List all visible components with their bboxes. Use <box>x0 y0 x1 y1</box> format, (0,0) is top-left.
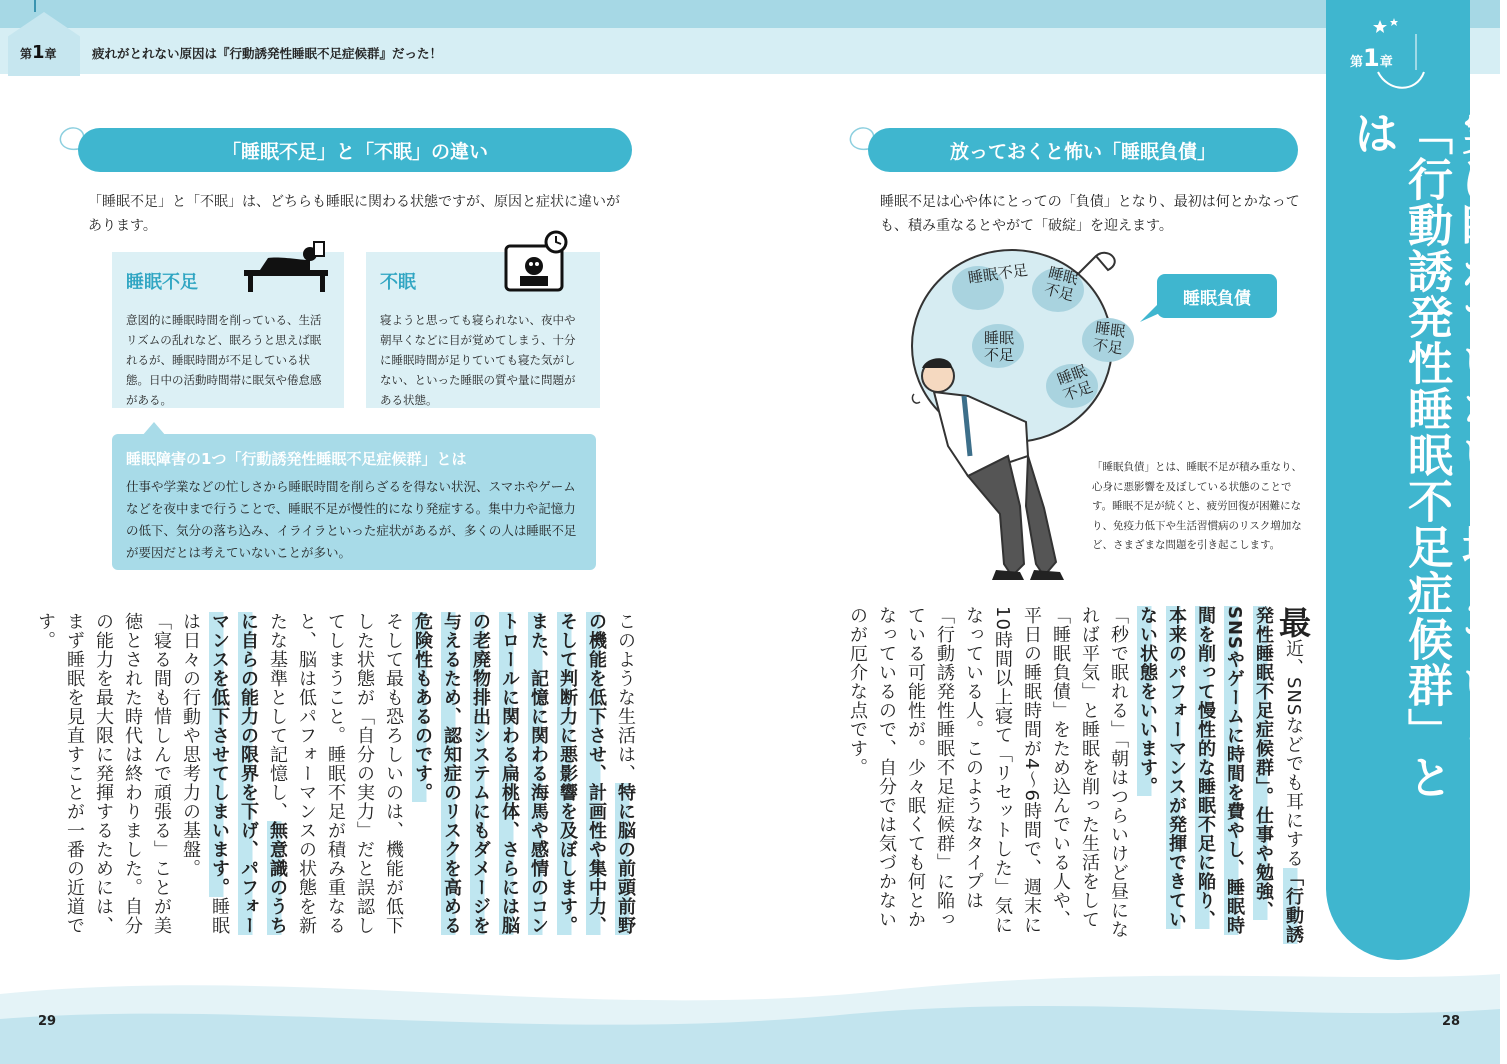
body-text-right: 最近、SNSなどでも耳にする「行動誘発性睡眠不足症候群」。仕事や勉強、SNSやゲームに時間を費やし、睡眠時間を削って慢性的な睡眠不足に陥り、本来のパフォーマンスが発揮できていない状態をいいます。 「秒で眠れる」「朝はつらいけど昼になれば平気」と睡眠を削った生活をして「睡眠負債」をため込んでいる人や、平日の睡眠時間が4〜6時間で、週末に10時間以上寝て「リセットした」気になっている人。このようなタイプは「行動誘発性睡眠不足症候群」に陥っている可能性が。少々眠くても何とかなっているので、自分では気づかないのが厄介な点です。 <box>847 606 1312 945</box>
intro-right: 睡眠不足は心や体にとっての「負債」となり、最初は何とかなっても、積み重なるとやがて「破綻」を迎えます。 <box>880 194 1300 234</box>
body-text-left: このような生活は、特に脳の前頭前野の機能を低下させ、計画性や集中力、そして判断力に悪影響を及ぼします。また、記憶に関わる海馬や感情のコントロールに関わる扁桃体、さらには脳の老廃物排出システムにもダメージを与えるため、認知症のリスクを高める危険性もあるのです。 そして最も恐ろしいのは、機能が低下した状態が「自分の実力」だと誤認してしまうこと。睡眠不足が積み重なると、脳は低パフォーマンスの状態を新たな基準として記憶し、無意識のうちに自らの能力の限界を下げ、パフォーマンスを低下させてしまいます。睡眠は日々の行動や思考力の基盤。 「寝る間も惜しんで頑張る」ことが美徳とされた時代は終わりました。自分の能力を最大限に発揮するためには、まず睡眠を見直すことが一番の近道です。 <box>35 612 636 935</box>
intro-left: 「睡眠不足」と「不眠」は、どちらも睡眠に関わる状態ですが、原因と症状に違いがあります。 <box>88 194 620 234</box>
box-body: 仕事や学業などの忙しさから睡眠時間を削らざるを得ない状況、スマホやゲームなどを夜中まで行うことで、睡眠不足が慢性的になり発症する。集中力や記憶力の低下、気分の落ち込み、イライラといった症状があるが、多くの人は睡眠不足が要因だとは考えていないことが多い。 <box>126 479 577 560</box>
box-title: 睡眠不足 <box>126 272 198 293</box>
sack-label: 睡眠不足 <box>1054 361 1096 405</box>
sack-label: 睡眠不足 <box>1042 263 1080 305</box>
lamp-icon <box>34 0 36 12</box>
bottom-wave <box>0 954 1500 1064</box>
box-title: 不眠 <box>380 272 416 293</box>
page-number-right: 28 <box>1442 1014 1461 1029</box>
sleeping-person-icon <box>240 240 336 294</box>
sack-label: 睡眠不足 <box>966 260 1029 288</box>
sack-label: 睡眠不足 <box>984 329 1015 364</box>
page-number-left: 29 <box>38 1014 57 1029</box>
main-title: 実は眠れていない？増えている「行動誘発性睡眠不足症候群」とは <box>1346 110 1507 800</box>
section-title-left: 「睡眠不足」と「不眠」の違い <box>78 128 632 172</box>
box-body: 意図的に睡眠時間を削っている、生活リズムの乱れなど、眠ろうと思えば眠れるが、睡眠時間が不足している状態。日中の活動時間帯に眠気や倦怠感がある。 <box>126 313 322 407</box>
callout-arrow <box>142 422 166 436</box>
panel-chapter-label: 第1章 <box>1350 44 1393 72</box>
box-syndrome <box>112 434 596 570</box>
chapter-label: 第1章 <box>20 42 57 63</box>
running-header-title: 疲れがとれない原因は『行動誘発性睡眠不足症候群』だった！ <box>92 46 443 61</box>
drop-cap: 最 <box>1274 606 1312 639</box>
illustration-caption: 「睡眠負債」とは、睡眠不足が積み重なり、心身に悪影響を及ぼしている状態のことです。睡眠不足が続くと、疲労回復が困難になり、免疫力低下や生活習慣病のリスク増加など、さまざまな問題を引き起こします。 <box>1092 461 1302 551</box>
box-body: 寝ようと思っても寝られない、夜中や朝早くなどに目が覚めてしまう、十分に睡眠時間が足りていても寝た気がしない、といった睡眠の質や量に問題がある状態。 <box>380 313 576 407</box>
box-title: 睡眠障害の1つ「行動誘発性睡眠不足症候群」とは <box>126 450 467 468</box>
insomnia-icon <box>500 230 574 300</box>
box-sleep-deprivation <box>112 252 344 408</box>
top-band <box>0 0 1500 28</box>
section-title-right: 放っておくと怖い「睡眠負債」 <box>868 128 1298 172</box>
box-insomnia <box>366 252 600 408</box>
sack-label: 睡眠不足 <box>1091 318 1127 358</box>
bubble-tail <box>1140 300 1162 322</box>
debt-bubble: 睡眠負債 <box>1157 274 1277 318</box>
